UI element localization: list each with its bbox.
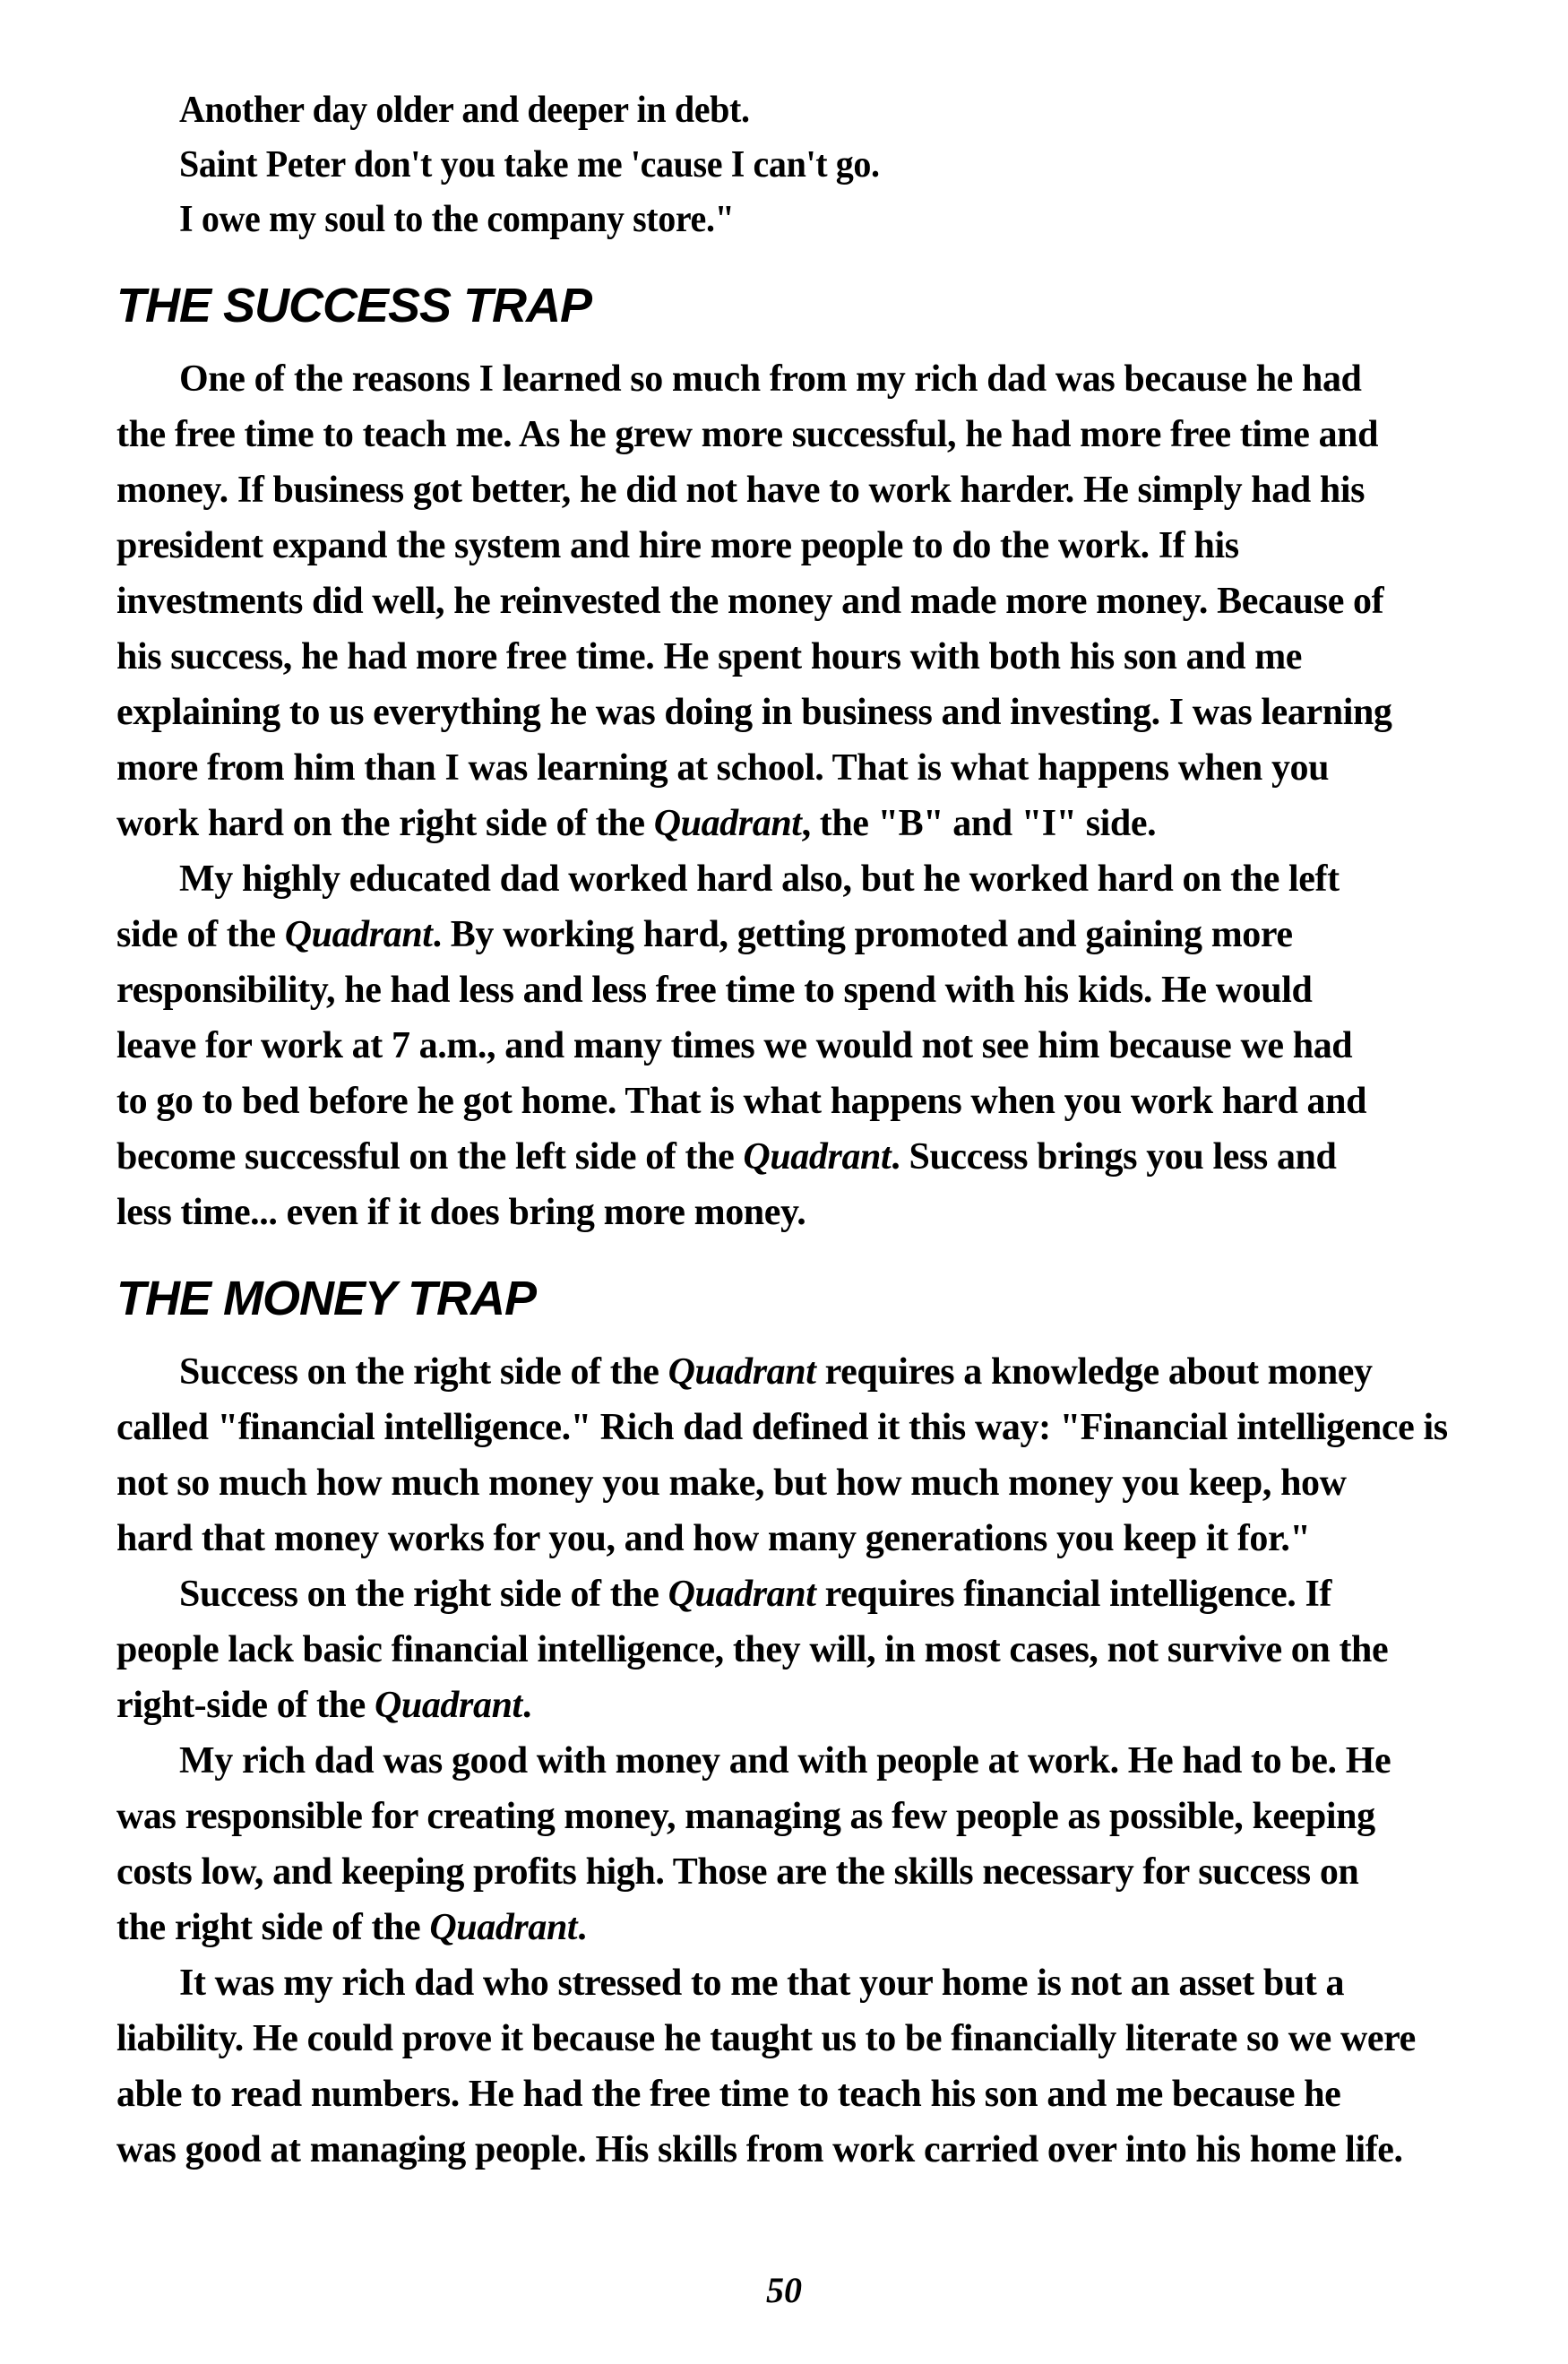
paragraph-line: money. If business got better, he did not have to work harder. He simply had his <box>116 470 1366 511</box>
paragraph-line: not so much how much money you make, but how much money you keep, how <box>116 1462 1347 1504</box>
paragraph-line: to go to bed before he got home. That is what happens when you work hard and <box>116 1081 1367 1122</box>
paragraph-line: his success, he had more free time. He spent hours with both his son and me <box>116 636 1303 677</box>
paragraph-line: people lack basic financial intelligence, they will, in most cases, not survive on the <box>116 1629 1389 1670</box>
paragraph-line: the free time to teach me. As he grew more successful, he had more free time and <box>116 414 1379 455</box>
paragraph-line: costs low, and keeping profits high. Those are the skills necessary for success on <box>116 1851 1359 1893</box>
paragraph-line: was good at managing people. His skills from work carried over into his home life. <box>116 2129 1403 2170</box>
paragraph-line: investments did well, he reinvested the money and made more money. Because of <box>116 581 1384 622</box>
paragraph-line: less time... even if it does bring more money. <box>116 1192 806 1233</box>
paragraph-line: One of the reasons I learned so much from my rich dad was because he had <box>179 358 1362 400</box>
paragraph-line: was responsible for creating money, managing as few people as possible, keeping <box>116 1796 1375 1837</box>
paragraph-line: more from him than I was learning at school. That is what happens when you <box>116 747 1330 789</box>
paragraph-line: My highly educated dad worked hard also, but he worked hard on the left <box>179 858 1340 900</box>
verse-line: I owe my soul to the company store." <box>179 199 735 240</box>
paragraph-line: Success on the right side of the Quadrant requires a knowledge about money <box>179 1351 1373 1393</box>
paragraph-line: Success on the right side of the Quadrant requires financial intelligence. If <box>179 1574 1332 1615</box>
paragraph-line: It was my rich dad who stressed to me that your home is not an asset but a <box>179 1963 1345 2004</box>
paragraph-line: president expand the system and hire more people to do the work. If his <box>116 525 1239 566</box>
paragraph-line: explaining to us everything he was doing in business and investing. I was learning <box>116 692 1392 733</box>
paragraph-line: hard that money works for you, and how many generations you keep it for." <box>116 1518 1311 1559</box>
paragraph-line: leave for work at 7 a.m., and many times we would not see him because we had <box>116 1025 1353 1066</box>
section-heading-success-trap: THE SUCCESS TRAP <box>116 279 592 332</box>
paragraph-line: become successful on the left side of the Quadrant. Success brings you less and <box>116 1136 1337 1178</box>
verse-line: Saint Peter don't you take me 'cause I can't go. <box>179 144 880 185</box>
section-heading-money-trap: THE MONEY TRAP <box>116 1272 537 1325</box>
paragraph-line: My rich dad was good with money and with people at work. He had to be. He <box>179 1740 1391 1782</box>
paragraph-line: responsibility, he had less and less free time to spend with his kids. He would <box>116 970 1313 1011</box>
paragraph-line: side of the Quadrant. By working hard, getting promoted and gaining more <box>116 914 1293 955</box>
paragraph-line: right-side of the Quadrant. <box>116 1685 531 1726</box>
paragraph-line: called "financial intelligence." Rich dad defined it this way: "Financial intelligence is <box>116 1407 1448 1448</box>
paragraph-line: able to read numbers. He had the free time to teach his son and me because he <box>116 2074 1341 2115</box>
paragraph-line: work hard on the right side of the Quadrant, the "B" and "I" side. <box>116 803 1157 844</box>
paragraph-line: the right side of the Quadrant. <box>116 1907 587 1948</box>
page-number: 50 <box>766 2270 802 2310</box>
paragraph-line: liability. He could prove it because he taught us to be financially literate so we were <box>116 2018 1416 2059</box>
verse-line: Another day older and deeper in debt. <box>179 90 750 131</box>
